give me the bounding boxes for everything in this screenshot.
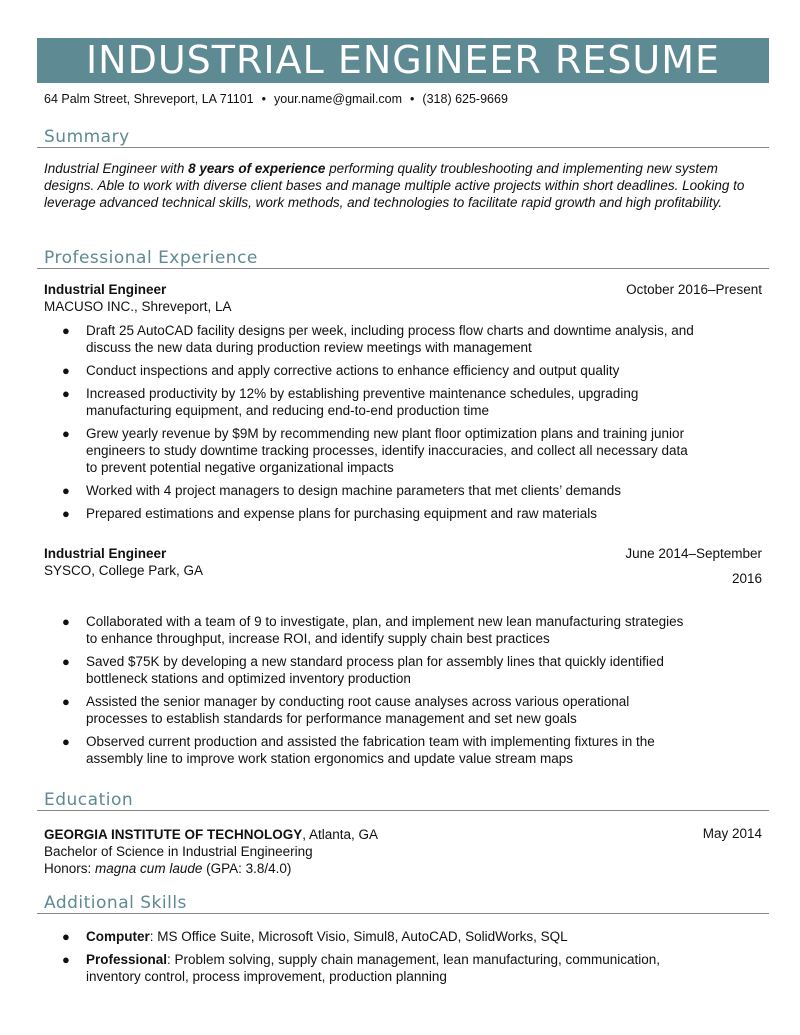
gpa: (GPA: 3.8/4.0) (202, 861, 292, 876)
contact-line (44, 92, 508, 106)
list-item (44, 385, 694, 419)
list-item (44, 505, 694, 522)
skills-heading (44, 892, 769, 914)
summary-emphasis: 8 years of experience (188, 161, 326, 176)
summary-heading (44, 126, 769, 148)
list-item (44, 928, 664, 945)
school-name: GEORGIA INSTITUTE OF TECHNOLOGY (44, 827, 303, 842)
bullet-icon: ● (62, 694, 70, 709)
section-label: Education (44, 790, 134, 810)
list-item (44, 425, 694, 476)
bullet-text: Prepared estimations and expense plans for purchasing equipment and raw materials (86, 506, 598, 521)
bullet-text: Draft 25 AutoCAD facility designs per week, including process flow charts and downtime analysis, and discuss the new data during production review meetings with management (86, 323, 694, 355)
job-title: Industrial Engineer (44, 282, 167, 297)
job-bullets (44, 613, 694, 767)
bullet-text: Grew yearly revenue by $9M by recommending new plant floor optimization plans and training junior engineers to study downtime tracking processes, identify inaccuracies, and collect all necessary data to prevent potential negative organizational impacts (86, 426, 688, 475)
list-item (44, 482, 694, 499)
skills-list (44, 928, 664, 985)
job-dates: June 2014–September (625, 546, 762, 561)
job-bullets (44, 322, 694, 522)
list-item (44, 951, 664, 985)
bullet-icon: ● (62, 363, 70, 378)
bullet-icon: ● (62, 734, 70, 749)
bullet-icon: ● (62, 483, 70, 498)
bullet-text: Increased productivity by 12% by establishing preventive maintenance schedules, upgrading manufacturing equipment, and reducing end-to-end production time (86, 386, 639, 418)
honors-label: Honors: (44, 861, 96, 876)
degree: Bachelor of Science in Industrial Engineering (44, 844, 313, 859)
job-title: Industrial Engineer (44, 546, 167, 561)
bullet-icon: ● (62, 506, 70, 521)
skill-text: : Problem solving, supply chain management, lean manufacturing, communication, inventory control, process improvement, production planning (86, 952, 661, 984)
address: 64 Palm Street, Shreveport, LA 71101 (44, 92, 254, 106)
job-company: MACUSO INC., Shreveport, LA (44, 299, 232, 314)
bullet-text: Saved $75K by developing a new standard process plan for assembly lines that quickly identified bottleneck stations and optimized inventory production (86, 654, 664, 686)
summary-text (44, 160, 759, 211)
school-line (44, 826, 378, 843)
resume-title: INDUSTRIAL ENGINEER RESUME (85, 38, 721, 82)
list-item (44, 653, 694, 687)
section-divider (37, 913, 769, 914)
separator-dot: • (261, 92, 267, 106)
skill-category: Professional (86, 952, 168, 967)
skill-text: : MS Office Suite, Microsoft Visio, Simul8, AutoCAD, SolidWorks, SQL (149, 929, 568, 944)
section-divider (37, 268, 769, 269)
section-divider (37, 147, 769, 148)
summary-text-end: performing quality troubleshooting and implementing new system designs. Able to work with diverse client bases and manage multiple active projects within short deadlines. Looking to leverage advanced technical skills, work methods, and technologies to facilitate rapid growth and high profitability. (44, 161, 745, 210)
bullet-text: Worked with 4 project managers to design machine parameters that met clients’ demands (86, 483, 622, 498)
section-label: Professional Experience (44, 248, 258, 268)
section-divider (37, 810, 769, 811)
list-item (44, 693, 694, 727)
job-dates: October 2016–Present (626, 282, 762, 297)
school-location: , Atlanta, GA (302, 827, 379, 842)
bullet-text: Assisted the senior manager by conducting root cause analyses across various operational processes to establish standards for performance management and set new goals (86, 694, 630, 726)
list-item (44, 322, 694, 356)
separator-dot: • (410, 92, 415, 106)
job-dates-continued: 2016 (731, 571, 762, 586)
job-company: SYSCO, College Park, GA (44, 563, 204, 578)
experience-heading (44, 247, 769, 269)
list-item (44, 733, 694, 767)
bullet-icon: ● (62, 614, 70, 629)
honors-line (44, 860, 291, 877)
skill-category: Computer (86, 929, 150, 944)
email[interactable]: your.name@gmail.com (274, 92, 403, 106)
bullet-icon: ● (62, 929, 70, 944)
bullet-text: Collaborated with a team of 9 to investigate, plan, and implement new lean manufacturing strategies to enhance throughput, increase ROI, and identify supply chain best practices (86, 614, 684, 646)
phone: (318) 625-9669 (422, 92, 508, 106)
bullet-icon: ● (62, 426, 70, 441)
title-banner (37, 38, 769, 83)
bullet-icon: ● (62, 323, 70, 338)
summary-text-start: Industrial Engineer with (44, 161, 189, 176)
section-label: Summary (44, 127, 130, 147)
honors-value: magna cum laude (95, 861, 203, 876)
education-heading (44, 789, 769, 811)
bullet-icon: ● (62, 386, 70, 401)
bullet-icon: ● (62, 952, 70, 967)
graduation-date: May 2014 (702, 826, 762, 841)
bullet-text: Observed current production and assisted the fabrication team with implementing fixtures in the assembly line to improve work station ergonomics and update value stream maps (86, 734, 655, 766)
list-item (44, 613, 694, 647)
bullet-icon: ● (62, 654, 70, 669)
bullet-text: Conduct inspections and apply corrective actions to enhance efficiency and output quality (86, 363, 620, 378)
section-label: Additional Skills (44, 893, 187, 913)
list-item (44, 362, 694, 379)
